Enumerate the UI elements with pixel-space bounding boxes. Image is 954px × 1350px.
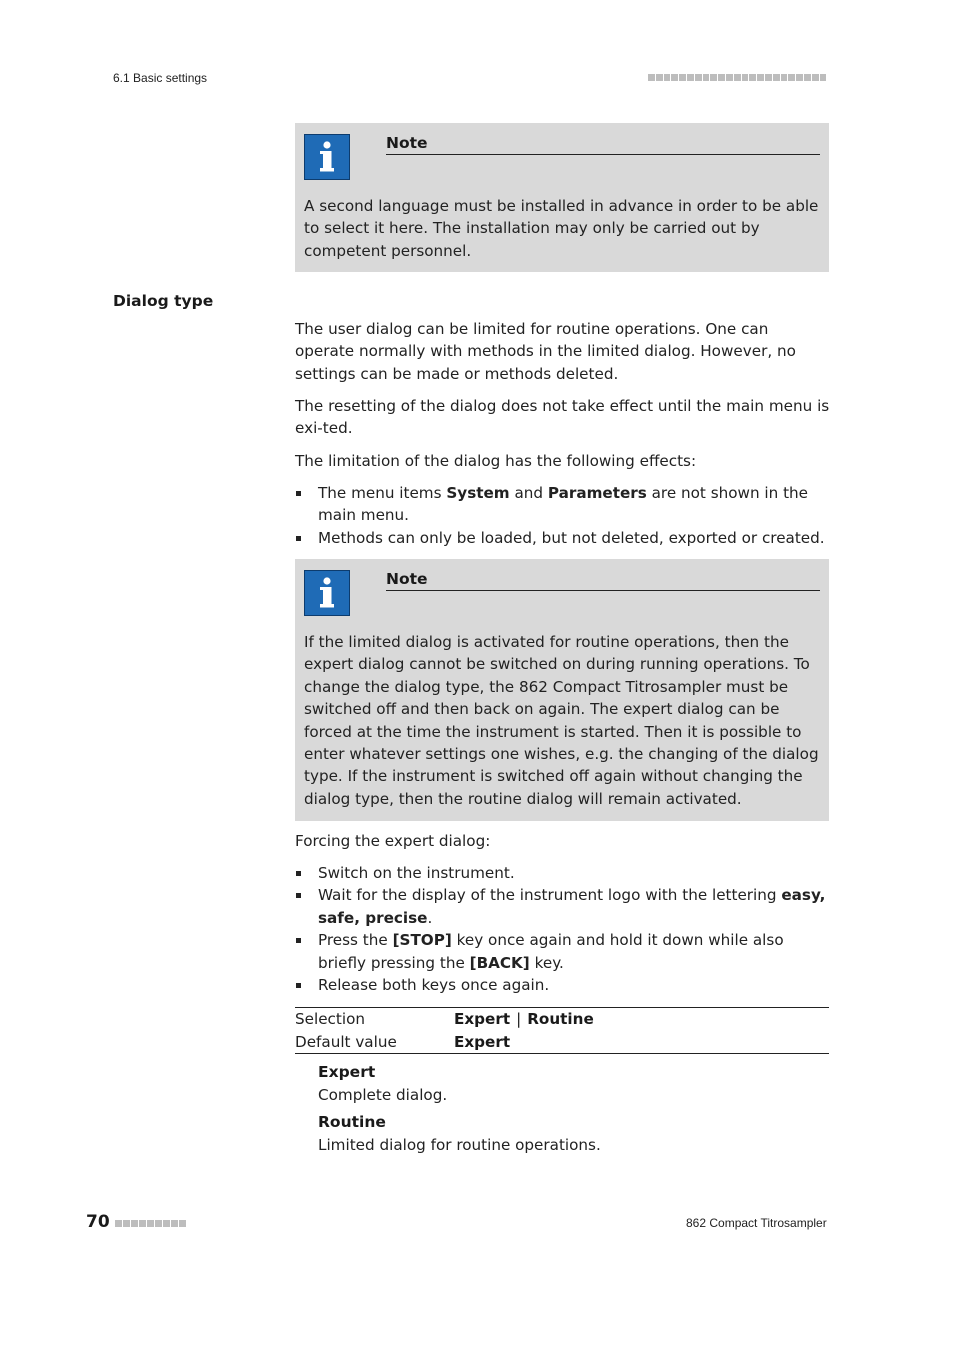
- running-header-section: 6.1 Basic settings: [113, 71, 208, 85]
- list-item: The menu items System and Parameters are not shown in the main menu.: [295, 482, 830, 527]
- note-box-limited-dialog: [295, 559, 829, 821]
- paragraph: The user dialog can be limited for routine operations. One can operate normally with methods in the limited dialog. However, no settings can be made or methods deleted.: [295, 320, 796, 383]
- option-desc-expert: Complete dialog.: [318, 1086, 448, 1104]
- note-box-language: [295, 123, 829, 272]
- header-decoration: [648, 74, 829, 82]
- parameter-table: [295, 1007, 829, 1054]
- section-heading-dialog-type: Dialog type: [113, 292, 214, 310]
- footer-decoration: [115, 1220, 186, 1227]
- selection-values: Expert | Routine: [454, 1010, 594, 1028]
- footer-product-name: 862 Compact Titrosampler: [686, 1216, 827, 1230]
- note-title: Note: [386, 570, 820, 591]
- page-number: 70: [86, 1212, 110, 1232]
- note-text: A second language must be installed in advance in order to be able to select it here. The installation may only be carried out by competent personnel.: [304, 197, 819, 260]
- list-item: Wait for the display of the instrument logo with the lettering easy, safe, precise.: [295, 884, 830, 929]
- table-row: [295, 1008, 829, 1031]
- forcing-steps-list: [295, 862, 830, 996]
- paragraph: The resetting of the dialog does not take effect until the main menu is exi-ted.: [295, 397, 830, 438]
- paragraph: Forcing the expert dialog:: [295, 832, 491, 850]
- default-label: Default value: [295, 1032, 397, 1051]
- list-item: Release both keys once again.: [295, 974, 830, 996]
- option-title-routine: Routine: [318, 1113, 386, 1131]
- option-title-expert: Expert: [318, 1063, 376, 1081]
- list-item: Methods can only be loaded, but not deleted, exported or created.: [295, 527, 830, 549]
- list-item: Switch on the instrument.: [295, 862, 830, 884]
- default-value: Expert: [454, 1032, 511, 1051]
- list-item: Press the [STOP] key once again and hold it down while also briefly pressing the [BACK] key.: [295, 929, 830, 974]
- effects-list: [295, 482, 830, 549]
- note-text: If the limited dialog is activated for routine operations, then the expert dialog cannot be switched on during running operations. To change the dialog type, the 862 Compact Titrosampler must be switched off and then back on again. The expert dialog can be forced at the time the instrument is started. Then it is possible to enter whatever settings one wishes, e.g. the changing of the dialog type. If the instrument is switched off again without changing the dialog type, then the routine dialog will remain activated.: [304, 633, 819, 808]
- info-icon: [304, 570, 350, 616]
- paragraph: The limitation of the dialog has the following effects:: [295, 452, 697, 470]
- option-desc-routine: Limited dialog for routine operations.: [318, 1136, 601, 1154]
- table-row: [295, 1031, 829, 1054]
- note-title: Note: [386, 134, 820, 155]
- selection-label: Selection: [295, 1010, 365, 1028]
- info-icon: [304, 134, 350, 180]
